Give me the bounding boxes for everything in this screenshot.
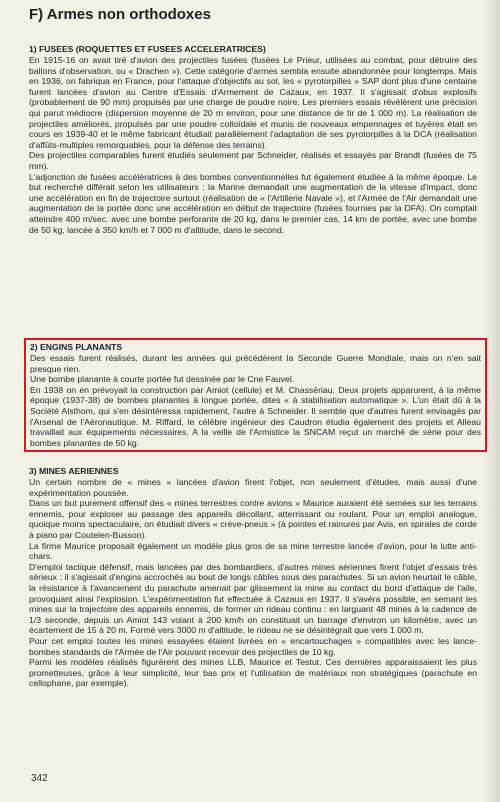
- section-heading: 2) ENGINS PLANANTS: [30, 342, 123, 352]
- paragraph: Un certain nombre de « mines » lancées d'avion firent l'objet, non seulement d'études, mais aussi d'une expérimentation poussée.: [29, 477, 477, 498]
- section-heading: 3) MINES AERIENNES: [29, 466, 119, 476]
- paragraph: La firme Maurice proposait également un modèle plus gros de sa mine terrestre lancée d'avion, pour la lutte anti-chars.: [29, 540, 477, 562]
- paragraph: En 1938 on en prévoyait la construction par Amiot (cellule) et M. Chassériau. Deux projets apparurent, à la même époque (1937-38) de bombes planantes à longue portée, dites « à stabilisation automatique ». L'un était dû à la Société Alsthom, qui s'en désintéressa rapidement, l'autre à Schneider. Il semble que d'autres furent envisagés par l'Arsenal de l'Aéronautique. M. Riffard, le célèbre ingénieur des Caudron étudia également des projets et Alleau travaillait aux équipements nécessaires. A la veille de l'Armistice la SNCAM reçut un marché de série pour des bombes planantes de 50 kg.: [30, 384, 481, 448]
- paragraph: Dans un but purement offensif des « mines terrestres contre avions » Maurice auraient été semées sur les terrains ennemis, pour exploser au passage des appareils décollant, atterrissant ou roulant. Pour un emploi analogue, quoique moins spectaculaire, on étudiait divers « crève-pneus » (à pointes et rainures par Avis, en spirales de corde à piano par Coutelen-Busson).: [29, 498, 477, 540]
- paragraph: L'adjonction de fusées accélératrices à des bombes conventionnelles fut également étudiée à la même époque. Le but recherché différait selon les utilisateurs : la Marine demandait une augmentation de la vitesse d'impact, donc une accélération en fin de trajectoire surtout (réalisation de « l'Artillerie Navale »), et l'Armée de l'Air demandait une augmentation de la portée donc une accélération en début de trajectoire (fusées fournies par la DFA). On comptait atteindre 400 m/sec. avec une bombe perforante de 20 kg, dans le premier cas, 14 km de portée, avec une bombe de 50 kg, lancée à 350 km/h et 7 000 m d'altitude, dans le second.: [29, 171, 477, 235]
- section-heading: 1) FUSEES (ROQUETTES ET FUSEES ACCELERATRICES): [29, 44, 266, 54]
- paragraph: Des essais furent réalisés, durant les années qui précédèrent la Seconde Guerre Mondiale, mais on n'en sait presque rien.: [30, 353, 481, 374]
- page-title: F) Armes non orthodoxes: [29, 6, 211, 23]
- paragraph: Une bombe planante à courte portée fut dessinée par le Cne Fauvel.: [30, 374, 295, 385]
- paragraph: En 1915-16 on avait tiré d'avion des projectiles fusées (fusées Le Prieur, utilisées au combat, pour détruire des ballons d'observation, ou « Drachen »). Cette catégorie d'armes sembla ensuite abandonnée pour longtemps. Mais en 1936, on fabriqua en France, pour l'attaque d'objectifs au sol, les « pyrotorpilles » SAP dont plus d'une centaine furent lancées d'avion au Centre d'Essais d'Armement de Cazaux, en 1937. Il s'agissait d'obus explosifs (probablement de 90 mm) propulsés par une charge de poudre noire. Les premiers essais révélèrent une précision qui parut médiocre (dispersion moyenne de 20 m environ, pour une distance de tir de 1 000 m). La réalisation de projectiles améliorés, propulsés par une poudre colloïdale et munis de nouveaux empennages et tuyères était en cours en 1939-40 et le même fabricant étudiait parallèlement l'adaptation de ses pyrotorpilles à la DCA (réalisation d'affûts-multiples remorquables, pour la défense des terrains).: [29, 55, 477, 150]
- binding-shadow: [482, 0, 500, 802]
- section-mines-aeriennes: [29, 466, 477, 689]
- paragraph: D'emploi tactique défensif, mais lancées par des bombardiers, d'autres mines aériennes firent l'objet d'essais très sérieux : il s'agissait d'engins accrochés au bout de longs câbles sous des parachutes. Si un avion heurtait le câble, la résistance à l'avancement du parachute amenait par glissement la mine au contact du bord d'attaque de l'aile, provoquant ainsi l'explosion. L'expérimentation fut effectuée à Cazaux en 1937. Il s'avéra possible, en semant les mines sur la trajectoire des appareils ennemis, de former un rideau continu : en larguant 48 mines à la cadence de 1/3 seconde, depuis un Amiot 143 volant à 200 km/h on constituait un barrage d'environ un kilomètre, avec un écartement de 15 à 20 m. Formé vers 3000 m d'altitude, le rideau ne se désintégrait que vers 1 000 m.: [29, 561, 477, 636]
- page-number: 342: [31, 773, 48, 784]
- paragraph: Parmi les modèles réalisés figurèrent des mines LLB, Maurice et Testut. Ces dernières apparaissaient les plus prometteuses, grâce à leur simplicité, leur bas prix et l'utilisation de matériaux non stratégiques (parachute en cellophane, par exemple).: [29, 657, 477, 689]
- paragraph: Des projectiles comparables furent étudiés seulement par Schneider, réalisés et essayés par Brandt (fusées de 75 mm).: [29, 150, 477, 171]
- section-fusees: [29, 44, 477, 235]
- paragraph: Pour cet emploi toutes les mines essayées étaient livrées en « encartouchages » compatibles avec les lance-bombes standards de l'Armée de l'Air pouvant recevoir des projectiles de 10 kg.: [29, 635, 477, 657]
- section-engins-planants-highlighted: [24, 338, 487, 452]
